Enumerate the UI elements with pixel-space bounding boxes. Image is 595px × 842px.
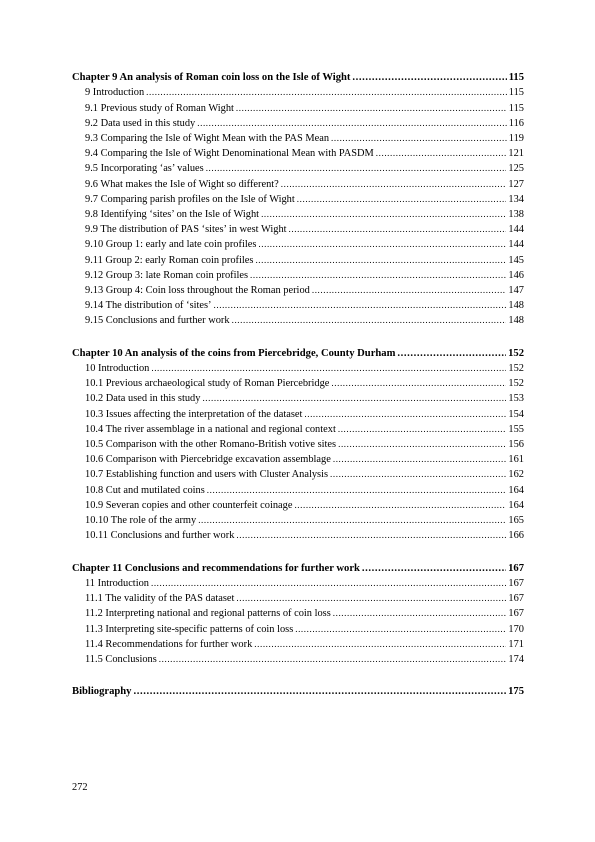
dot-leader (255, 253, 506, 268)
page-number: 272 (72, 782, 88, 793)
entry-label: 10.10 The role of the army (85, 515, 197, 527)
entry-page: 155 (508, 423, 524, 435)
entry-label: 9.15 Conclusions and further work (85, 315, 230, 327)
dot-leader (338, 437, 506, 452)
dot-leader (330, 467, 506, 482)
entry-label: 9.9 The distribution of PAS ‘sites’ in west Wight (85, 224, 287, 236)
dot-leader (261, 207, 506, 222)
toc-section-entry[interactable] (72, 391, 524, 406)
dot-leader (376, 146, 507, 161)
entry-page: 165 (508, 515, 524, 527)
dot-leader (151, 576, 506, 591)
entry-page: 161 (508, 454, 524, 466)
toc-section-entry[interactable] (72, 376, 524, 391)
dot-leader (281, 177, 507, 192)
entry-label: 9.12 Group 3: late Roman coin profiles (85, 269, 249, 281)
dot-leader (362, 561, 506, 576)
dot-leader (331, 376, 506, 391)
entry-page: 152 (508, 378, 524, 390)
entry-page: 115 (508, 87, 524, 99)
dot-leader (289, 222, 507, 237)
entry-label: 10.4 The river assemblage in a national and regional context (85, 423, 336, 435)
toc-section-entry[interactable] (72, 498, 524, 513)
entry-page: 115 (508, 102, 524, 114)
dot-leader (232, 313, 507, 328)
entry-page: 148 (508, 300, 524, 312)
dot-leader (151, 361, 506, 376)
entry-label: 9.5 Incorporating ‘as’ values (85, 163, 204, 175)
toc-section-entry[interactable] (72, 606, 524, 621)
dot-leader (206, 161, 507, 176)
dot-leader (304, 407, 506, 422)
entry-label: 9.13 Group 4: Coin loss throughout the Roman period (85, 285, 310, 297)
entry-label: 10 Introduction (85, 363, 150, 375)
toc-section-entry[interactable] (72, 313, 524, 328)
entry-label: Chapter 10 An analysis of the coins from Piercebridge, County Durham (72, 347, 396, 359)
toc-section-entry[interactable] (72, 253, 524, 268)
entry-label: 9 Introduction (85, 87, 145, 99)
entry-page: 115 (508, 72, 524, 83)
entry-page: 119 (508, 133, 524, 145)
toc-section-entry[interactable] (72, 576, 524, 591)
entry-label: 11.4 Recommendations for further work (85, 638, 253, 650)
toc-section-entry[interactable] (72, 422, 524, 437)
entry-page: 154 (508, 408, 524, 420)
dot-leader (236, 528, 506, 543)
entry-label: 10.7 Establishing function and users with Cluster Analysis (85, 469, 329, 481)
dot-leader (333, 606, 507, 621)
dot-leader (352, 70, 506, 85)
chapter-list (72, 70, 524, 667)
entry-label: 9.8 Identifying ‘sites’ on the Isle of Wight (85, 209, 260, 221)
entry-label: 10.5 Comparison with the other Romano-British votive sites (85, 439, 337, 451)
entry-label: Bibliography (72, 686, 132, 698)
entry-page: 116 (508, 117, 524, 129)
table-of-contents (72, 70, 524, 700)
dot-leader (146, 85, 507, 100)
entry-label: 10.3 Issues affecting the interpretation of the dataset (85, 408, 303, 420)
toc-section-entry[interactable] (72, 467, 524, 482)
toc-section-entry[interactable] (72, 513, 524, 528)
entry-page: 167 (508, 577, 524, 589)
dot-leader (397, 346, 506, 361)
dot-leader (236, 101, 507, 116)
entry-page: 152 (508, 347, 524, 359)
dot-leader (333, 452, 507, 467)
entry-label: 10.9 Severan copies and other counterfeit coinage (85, 499, 293, 511)
chapter-block (72, 561, 524, 668)
toc-section-entry[interactable] (72, 407, 524, 422)
toc-section-entry[interactable] (72, 192, 524, 207)
dot-leader (294, 498, 506, 513)
entry-page: 162 (508, 469, 524, 481)
entry-page: 153 (508, 393, 524, 405)
entry-page: 148 (508, 315, 524, 327)
entry-label: 10.2 Data used in this study (85, 393, 201, 405)
dot-leader (312, 283, 507, 298)
entry-label: Chapter 9 An analysis of Roman coin loss on the Isle of Wight (72, 72, 351, 83)
dot-leader (338, 422, 507, 437)
entry-label: 10.6 Comparison with Piercebridge excavation assemblage (85, 454, 331, 466)
entry-page: 144 (508, 239, 524, 251)
toc-section-entry[interactable] (72, 637, 524, 652)
toc-section-entry[interactable] (72, 222, 524, 237)
toc-entry-bibliography[interactable] (72, 684, 524, 699)
toc-section-entry[interactable] (72, 85, 524, 100)
toc-section-entry[interactable] (72, 652, 524, 667)
toc-section-entry[interactable] (72, 101, 524, 116)
entry-label: 9.10 Group 1: early and late coin profiles (85, 239, 257, 251)
toc-section-entry[interactable] (72, 437, 524, 452)
entry-label: Chapter 11 Conclusions and recommendations for further work (72, 562, 360, 574)
entry-page: 174 (508, 653, 524, 665)
toc-chapter-heading[interactable] (72, 346, 524, 361)
entry-label: 11.5 Conclusions (85, 653, 157, 665)
dot-leader (295, 622, 506, 637)
entry-page: 152 (508, 363, 524, 375)
entry-page: 167 (508, 562, 524, 574)
dot-leader (197, 116, 507, 131)
entry-page: 166 (508, 530, 524, 542)
toc-section-entry[interactable] (72, 361, 524, 376)
chapter-block (72, 346, 524, 544)
chapter-block (72, 70, 524, 329)
dot-leader (331, 131, 507, 146)
toc-section-entry[interactable] (72, 528, 524, 543)
dot-leader (236, 591, 506, 606)
entry-label: 9.2 Data used in this study (85, 117, 196, 129)
entry-page: 125 (508, 163, 524, 175)
entry-label: 10.1 Previous archaeological study of Roman Piercebridge (85, 378, 330, 390)
entry-page: 147 (508, 285, 524, 297)
entry-page: 145 (508, 254, 524, 266)
dot-leader (207, 483, 507, 498)
entry-label: 11 Introduction (85, 577, 149, 589)
dot-leader (198, 513, 506, 528)
entry-page: 164 (508, 499, 524, 511)
entry-page: 138 (508, 209, 524, 221)
entry-page: 127 (508, 178, 524, 190)
toc-section-entry[interactable] (72, 237, 524, 252)
toc-section-entry[interactable] (72, 131, 524, 146)
entry-label: 11.1 The validity of the PAS dataset (85, 593, 235, 605)
entry-page: 121 (508, 148, 524, 160)
toc-section-entry[interactable] (72, 207, 524, 222)
toc-section-entry[interactable] (72, 268, 524, 283)
dot-leader (258, 237, 506, 252)
toc-section-entry[interactable] (72, 452, 524, 467)
entry-label: 9.7 Comparing parish profiles on the Isle of Wight (85, 193, 295, 205)
entry-label: 11.3 Interpreting site-specific patterns of coin loss (85, 623, 294, 635)
dot-leader (254, 637, 506, 652)
toc-section-entry[interactable] (72, 483, 524, 498)
dot-leader (214, 298, 507, 313)
dot-leader (202, 391, 506, 406)
entry-label: 9.11 Group 2: early Roman coin profiles (85, 254, 254, 266)
entry-label: 10.8 Cut and mutilated coins (85, 484, 205, 496)
toc-section-entry[interactable] (72, 116, 524, 131)
entry-page: 144 (508, 224, 524, 236)
toc-chapter-heading[interactable] (72, 70, 524, 85)
toc-section-entry[interactable] (72, 177, 524, 192)
entry-page: 164 (508, 484, 524, 496)
toc-section-entry[interactable] (72, 146, 524, 161)
entry-label: 10.11 Conclusions and further work (85, 530, 235, 542)
toc-chapter-heading[interactable] (72, 561, 524, 576)
entry-label: 9.14 The distribution of ‘sites’ (85, 300, 212, 312)
toc-section-entry[interactable] (72, 622, 524, 637)
entry-label: 9.1 Previous study of Roman Wight (85, 102, 234, 114)
entry-page: 171 (508, 638, 524, 650)
entry-label: 9.3 Comparing the Isle of Wight Mean with the PAS Mean (85, 133, 330, 145)
entry-page: 167 (508, 608, 524, 620)
entry-page: 134 (508, 193, 524, 205)
entry-page: 175 (508, 686, 524, 698)
toc-section-entry[interactable] (72, 591, 524, 606)
toc-section-entry[interactable] (72, 161, 524, 176)
dot-leader (133, 684, 506, 699)
toc-section-entry[interactable] (72, 298, 524, 313)
dot-leader (297, 192, 507, 207)
dot-leader (159, 652, 507, 667)
entry-page: 146 (508, 269, 524, 281)
entry-label: 9.6 What makes the Isle of Wight so different? (85, 178, 279, 190)
entry-label: 11.2 Interpreting national and regional patterns of coin loss (85, 608, 331, 620)
toc-section-entry[interactable] (72, 283, 524, 298)
entry-page: 170 (508, 623, 524, 635)
entry-label: 9.4 Comparing the Isle of Wight Denominational Mean with PASDM (85, 148, 374, 160)
entry-page: 156 (508, 439, 524, 451)
dot-leader (250, 268, 506, 283)
entry-page: 167 (508, 593, 524, 605)
